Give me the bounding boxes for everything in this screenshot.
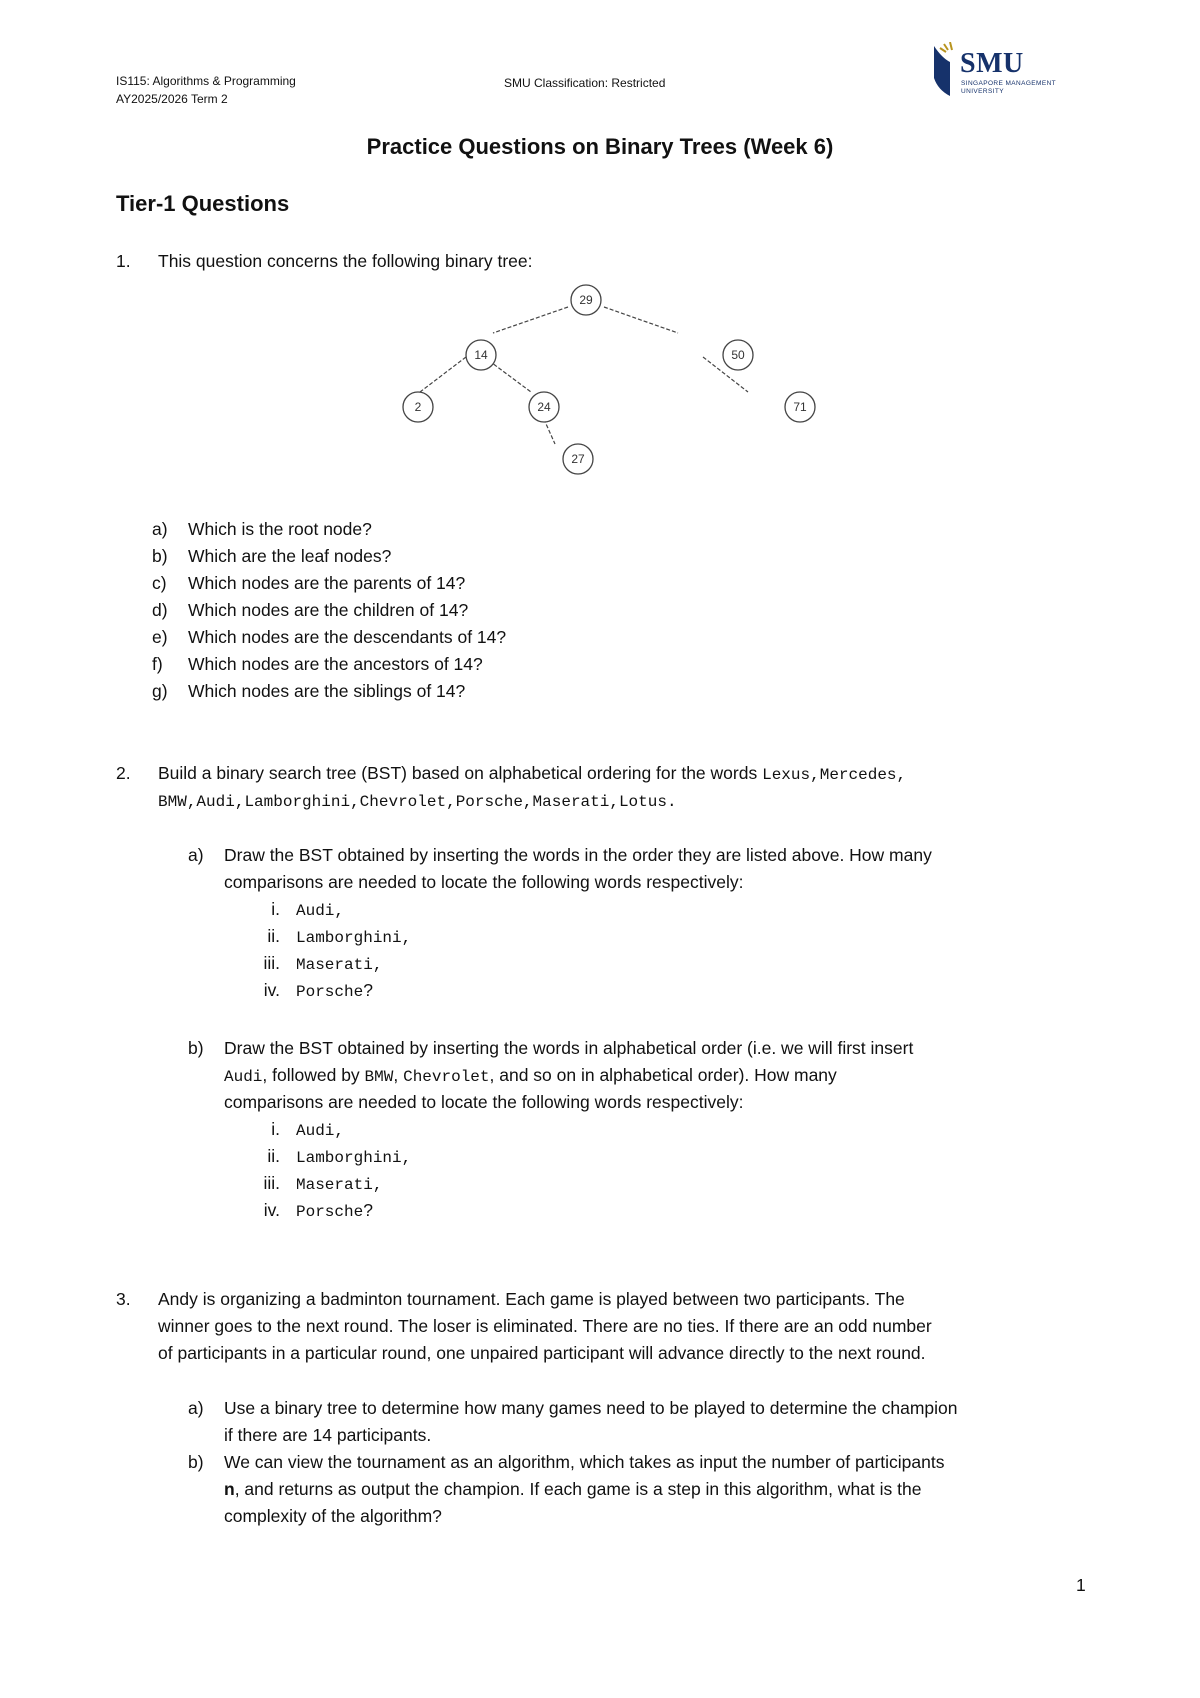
q2-word: Lotus — [618, 793, 667, 811]
q2a-item: Maserati, — [296, 956, 383, 974]
q1-part-text: Which nodes are the descendants of 14? — [188, 627, 507, 647]
q3-line: winner goes to the next round. The loser is eliminated. There are no ties. If there are an odd number — [158, 1316, 932, 1336]
q2b-item-label: ii. — [267, 1146, 280, 1166]
q1-text: This question concerns the following binary tree: — [158, 251, 533, 271]
q2a-item: Lamborghini, — [296, 929, 412, 947]
q2-word: Lamborghini — [244, 793, 351, 811]
q2a-item: Porsche? — [296, 980, 373, 1001]
smu-logo — [928, 34, 1078, 110]
q1-part-text: Which nodes are the children of 14? — [188, 600, 469, 620]
q1-part-text: Which nodes are the ancestors of 14? — [188, 654, 483, 674]
q2-intro-line: Build a binary search tree (BST) based on alphabetical ordering for the words Lexus,Mercedes, — [158, 763, 907, 784]
q1-part-text: Which are the leaf nodes? — [188, 546, 392, 566]
logo-wordmark: SMU — [960, 48, 1024, 79]
edge-29-50 — [604, 307, 678, 333]
q3-line: Andy is organizing a badminton tournament. Each game is played between two participants. The — [158, 1289, 905, 1309]
q1-part-label: d) — [152, 600, 168, 620]
edge-29-14 — [493, 307, 568, 333]
q2-word: BMW — [158, 793, 187, 811]
tree-label-27: 27 — [571, 452, 585, 466]
q1-part-label: c) — [152, 573, 167, 593]
q2a-item-label: ii. — [267, 926, 280, 946]
q3b-label: b) — [188, 1452, 204, 1472]
q2b-line1: Draw the BST obtained by inserting the words in alphabetical order (i.e. we will first insert — [224, 1038, 914, 1058]
q2-word: Chevrolet — [359, 793, 447, 811]
edge-14-2 — [420, 357, 466, 392]
q2-intro-text: Build a binary search tree (BST) based on alphabetical ordering for the words — [158, 763, 758, 783]
q2a-label: a) — [188, 845, 204, 865]
q3a-line1: Use a binary tree to determine how many games need to be played to determine the champion — [224, 1398, 958, 1418]
q3b-line1: We can view the tournament as an algorithm, which takes as input the number of participants — [224, 1452, 945, 1472]
q2a-line1: Draw the BST obtained by inserting the words in the order they are listed above. How many — [224, 845, 932, 865]
q3b-line2: n, and returns as output the champion. If each game is a step in this algorithm, what is the — [224, 1479, 922, 1499]
q3b-line3: complexity of the algorithm? — [224, 1506, 442, 1526]
q2b-item-label: iv. — [263, 1200, 280, 1220]
q1-part-label: g) — [152, 681, 168, 701]
q1-number: 1. — [116, 251, 131, 271]
q2b-label: b) — [188, 1038, 204, 1058]
q1-part-text: Which nodes are the parents of 14? — [188, 573, 466, 593]
q2b-item: Lamborghini, — [296, 1149, 412, 1167]
logo-subtext: SINGAPORE MANAGEMENT UNIVERSITY — [961, 80, 1056, 95]
q1-part-text: Which is the root node? — [188, 519, 372, 539]
tree-label-2: 2 — [414, 400, 422, 414]
q2b-line2: Audi, followed by BMW, Chevrolet, and so on in alphabetical order). How many — [224, 1065, 837, 1086]
tree-label-29: 29 — [579, 293, 593, 307]
smu-emblem-icon — [928, 42, 958, 98]
q3-line: of participants in a particular round, one unpaired participant will advance directly to the next round. — [158, 1343, 926, 1363]
course-name: IS115: Algorithms & Programming — [116, 74, 296, 88]
q2a-line2: comparisons are needed to locate the following words respectively: — [224, 872, 744, 892]
page-title: Practice Questions on Binary Trees (Week 6) — [366, 134, 834, 159]
q2-words-line: BMW,Audi,Lamborghini,Chevrolet,Porsche,Maserati,Lotus. — [158, 793, 677, 811]
q1-part-text: Which nodes are the siblings of 14? — [188, 681, 466, 701]
q2-word: Maserati — [532, 793, 610, 811]
binary-tree-diagram — [380, 270, 840, 480]
q2b-item-label: i. — [271, 1119, 280, 1139]
q2b-item: Porsche? — [296, 1200, 373, 1221]
q2a-item-label: i. — [271, 899, 280, 919]
page-number: 1 — [1076, 1575, 1086, 1595]
term-label: AY2025/2026 Term 2 — [116, 92, 228, 106]
tier-heading: Tier-1 Questions — [116, 191, 290, 216]
q2a-item: Audi, — [296, 902, 345, 920]
tree-label-50: 50 — [731, 348, 745, 362]
q2b-item: Audi, — [296, 1122, 345, 1140]
q2b-item-label: iii. — [263, 1173, 280, 1193]
q1-part-label: b) — [152, 546, 168, 566]
q2b-line3: comparisons are needed to locate the following words respectively: — [224, 1092, 744, 1112]
q3-number: 3. — [116, 1289, 131, 1309]
q2a-item-label: iv. — [263, 980, 280, 1000]
q2-word: Porsche — [455, 793, 523, 811]
q2-word: Lexus — [762, 766, 811, 784]
q2-word: Mercedes — [819, 766, 897, 784]
tree-label-14: 14 — [474, 348, 488, 362]
tree-label-24: 24 — [537, 400, 551, 414]
q2-word: Audi — [196, 793, 235, 811]
q1-part-label: e) — [152, 627, 168, 647]
q3a-line2: if there are 14 participants. — [224, 1425, 432, 1445]
q2b-item: Maserati, — [296, 1176, 383, 1194]
q1-part-label: a) — [152, 519, 168, 539]
q2-number: 2. — [116, 763, 131, 783]
q1-part-label: f) — [152, 654, 163, 674]
q2a-item-label: iii. — [263, 953, 280, 973]
q3a-label: a) — [188, 1398, 204, 1418]
classification-label: SMU Classification: Restricted — [504, 76, 666, 90]
tree-label-71: 71 — [793, 400, 807, 414]
